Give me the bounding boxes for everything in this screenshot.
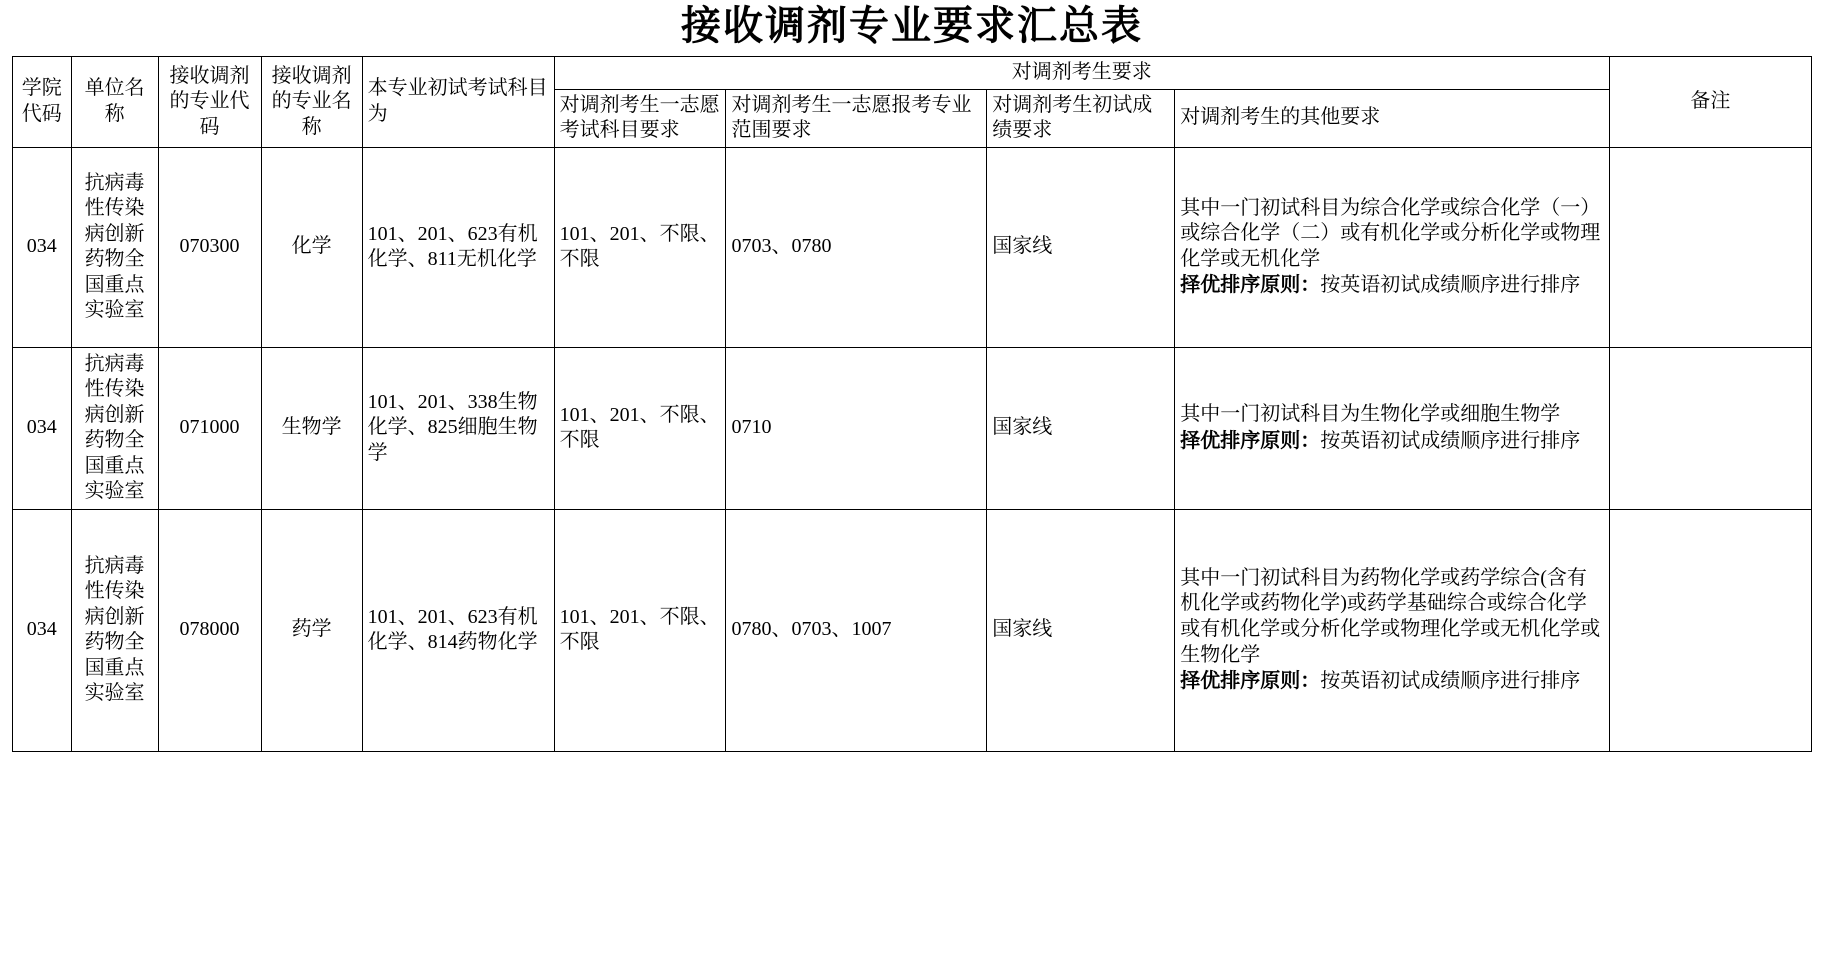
header-req-other: 对调剂考生的其他要求 [1175,89,1610,147]
cell-college-code: 034 [13,347,72,509]
req-other-rule [1180,429,1604,455]
req-other-rule-text: 按英语初试成绩顺序进行排序 [1320,274,1581,297]
table-row [13,347,1812,509]
header-exam-subjects: 本专业初试考试科目为 [362,57,554,148]
cell-major-code: 078000 [158,509,261,751]
table-header [13,57,1812,148]
cell-req-other [1175,147,1610,347]
cell-req-other [1175,509,1610,751]
cell-major-name: 生物学 [261,347,362,509]
cell-req-other [1175,347,1610,509]
table-row [13,509,1812,751]
cell-req-score: 国家线 [987,147,1175,347]
cell-major-name: 化学 [261,147,362,347]
cell-req-score: 国家线 [987,347,1175,509]
req-other-rule-text: 按英语初试成绩顺序进行排序 [1320,670,1581,693]
page-title: 接收调剂专业要求汇总表 [681,3,1143,48]
cell-remark [1609,347,1811,509]
header-remark: 备注 [1609,57,1811,148]
req-other-rule-text: 按英语初试成绩顺序进行排序 [1320,429,1581,452]
cell-exam-subjects: 101、201、623有机化学、811无机化学 [362,147,554,347]
document-page [0,2,1824,752]
cell-major-code: 070300 [158,147,261,347]
cell-major-name: 药学 [261,509,362,751]
req-other-rule-label: 择优排序原则： [1180,670,1321,693]
cell-req-major-scope: 0780、0703、1007 [726,509,987,751]
cell-req-score: 国家线 [987,509,1175,751]
req-other-rule-label: 择优排序原则： [1180,429,1321,452]
header-req-major-scope: 对调剂考生一志愿报考专业范围要求 [726,89,987,147]
header-req-score: 对调剂考生初试成绩要求 [987,89,1175,147]
cell-req-first-choice-subjects: 101、201、不限、不限 [554,509,726,751]
cell-unit-name: 抗病毒性传染病创新药物全国重点实验室 [71,347,158,509]
cell-req-major-scope: 0703、0780 [726,147,987,347]
cell-exam-subjects: 101、201、338生物化学、825细胞生物学 [362,347,554,509]
table-header-row-1 [13,57,1812,90]
table-row [13,147,1812,347]
header-unit-name: 单位名称 [71,57,158,148]
cell-req-first-choice-subjects: 101、201、不限、不限 [554,147,726,347]
cell-remark [1609,509,1811,751]
cell-major-code: 071000 [158,347,261,509]
req-other-rule-label: 择优排序原则： [1180,274,1321,297]
table-body [13,147,1812,751]
header-major-name: 接收调剂的专业名称 [261,57,362,148]
cell-college-code: 034 [13,147,72,347]
header-group-transfer-requirements: 对调剂考生要求 [554,57,1609,90]
cell-req-major-scope: 0710 [726,347,987,509]
req-other-lead: 其中一门初试科目为生物化学或细胞生物学 [1180,403,1561,426]
req-other-rule [1180,669,1604,695]
req-other-lead: 其中一门初试科目为药物化学或药学综合(含有机化学或药物化学)或药学基础综合或综合化学或有机化学或分析化学或物理化学或无机化学或生物化学 [1180,566,1601,666]
req-other-lead: 其中一门初试科目为综合化学或综合化学（一）或综合化学（二）或有机化学或分析化学或物理化学或无机化学 [1180,196,1601,270]
cell-unit-name: 抗病毒性传染病创新药物全国重点实验室 [71,147,158,347]
header-college-code: 学院代码 [13,57,72,148]
cell-college-code: 034 [13,509,72,751]
cell-req-first-choice-subjects: 101、201、不限、不限 [554,347,726,509]
cell-remark [1609,147,1811,347]
transfer-requirements-table [12,56,1812,752]
cell-exam-subjects: 101、201、623有机化学、814药物化学 [362,509,554,751]
header-major-code: 接收调剂的专业代码 [158,57,261,148]
header-req-first-choice-subjects: 对调剂考生一志愿考试科目要求 [554,89,726,147]
req-other-rule [1180,273,1604,299]
cell-unit-name: 抗病毒性传染病创新药物全国重点实验室 [71,509,158,751]
